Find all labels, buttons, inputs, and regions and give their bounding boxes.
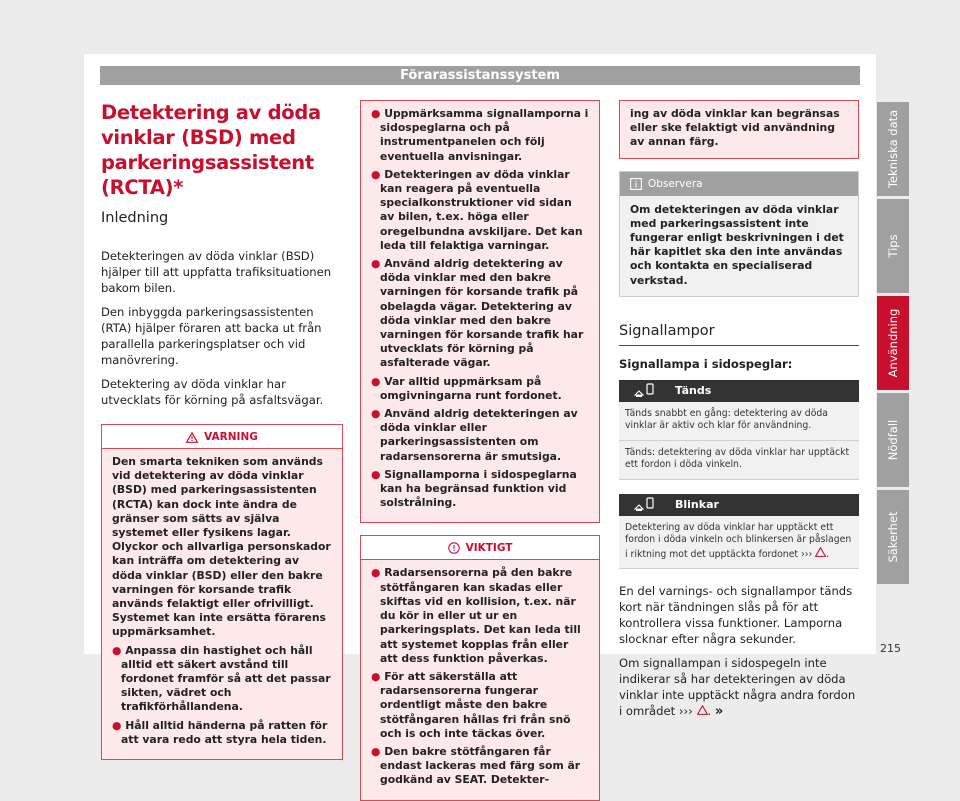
warning-bullet: ● Signallamporna i sidospeglarna kan ha begränsad funktion vid solstrålning. [371, 467, 577, 510]
section-heading-signallampor: Signallampor [619, 323, 859, 346]
mirror-warning-icon [619, 497, 669, 513]
warning-header [102, 425, 342, 449]
note-label: Observera [648, 177, 703, 190]
paragraph: Den inbyggda parkeringsassistenten (RTA) hjälper föraren att backa ut från parallella parkeringsplatser och vid manövrering. [101, 305, 322, 367]
warning-bullet: ● Var alltid uppmärksam på omgivningarna runt fordonet. [371, 374, 562, 402]
important-bullet: ● Den bakre stötfångaren får endast lackeras med färg som är godkänd av SEAT. Detekter- [371, 744, 581, 787]
table-header [619, 380, 859, 402]
section-title: Detektering av döda vinklar (BSD) med parkeringsassistent (RCTA)* [101, 101, 321, 199]
tab-sakerhet[interactable]: Säkerhet [877, 490, 909, 584]
warning-box [101, 424, 343, 760]
column-3 [619, 100, 859, 728]
important-box [360, 535, 600, 800]
table-row: Detektering av döda vinklar har upptäckt ett fordon i döda vinkeln och blinkersen är påslagen i riktning mot det upptäckta fordonet ››› . [619, 516, 859, 570]
paragraph: Detektering av döda vinklar har utvecklats för körning på asfaltsvägar. [101, 377, 324, 407]
important-bullet: ● Radarsensorerna på den bakre stötfångaren kan skadas eller skiftas vid en kollision, t.ex. när du kör in eller ut ur en parkeringsplats. Det kan leda till att systemet kopplas från eller att dess funktion påverkas. [371, 566, 581, 665]
continue-mark: » [714, 704, 724, 720]
tab-tekniska-data[interactable]: Tekniska data [877, 102, 909, 196]
warning-body [361, 101, 599, 522]
important-header [361, 536, 599, 560]
warning-bullet: ● Detekteringen av döda vinklar kan reagera på eventuella specialkonstruktioner vid sidan av bilen, t.ex. höga eller oregelbundna avskiljare. Det kan leda till felaktiga varningar. [371, 167, 583, 252]
signal-table-lit [619, 380, 859, 480]
table-row: Tänds snabbt en gång: detektering av döda vinklar är aktiv och klar för användning. [619, 402, 859, 441]
important-bullet: ● För att säkerställa att radarsensorerna fungerar ordentligt måste den bakre stötfångaren hållas fri från snö och is och inte täckas över. [371, 669, 571, 740]
page-number: 215 [880, 642, 901, 655]
table-row: Tänds: detektering av döda vinklar har upptäckt ett fordon i döda vinkeln. [619, 441, 859, 480]
important-box-continued [619, 100, 859, 159]
warning-triangle-icon [697, 705, 708, 715]
warning-bullet: ● Anpassa din hastighet och håll alltid ett säkert avstånd till fordonet framför så att det passar sikten, vädret och trafikförhållandena. [112, 643, 331, 714]
warning-triangle-icon [815, 547, 826, 557]
warning-box-continued [360, 100, 600, 523]
note-header [620, 172, 858, 196]
table-header-label: Blinkar [675, 497, 719, 511]
mirror-warning-icon [619, 383, 669, 399]
tab-anvandning[interactable]: Användning [877, 296, 909, 390]
signal-table-blinking [619, 494, 859, 570]
table-header-label: Tänds [675, 383, 712, 397]
tab-tips[interactable]: Tips [877, 199, 909, 293]
table-header [619, 494, 859, 516]
info-circle-icon [448, 542, 460, 554]
important-label: VIKTIGT [465, 542, 513, 555]
info-square-icon [630, 178, 642, 190]
note-box [619, 171, 859, 297]
warning-text: Den smarta tekniken som används vid detektering av döda vinklar (BSD) med parkeringsassistenten (RCTA) kan dock inte ändra de gränser som sätts av själva systemet eller fysikens lagar. Olyckor och allvarliga personskador kan inträffa om detektering av döda vinklar (BSD) eller den bakre varningen för korsande trafik används felaktigt eller ofrivilligt. Systemet kan inte ersätta förarens uppmärksamhet. [112, 455, 331, 639]
warning-label: VARNING [204, 431, 258, 443]
tab-nodfall[interactable]: Nödfall [877, 393, 909, 487]
note-body: Om detekteringen av döda vinklar med parkeringsassistent inte fungerar enligt beskrivningen i det här kapitlet ska den inte användas och kontakta en specialiserad verkstad. [620, 196, 858, 296]
paragraph: Om signallampan i sidospegeln inte indikerar så har detekteringen av döda vinklar inte upptäckt några andra fordon i området ››› . » [619, 656, 856, 720]
page-header: Förarassistanssystem [100, 66, 860, 85]
warning-bullet: ● Uppmärksamma signallamporna i sidospeglarna och på instrumentpanelen och följ eventuella anvisningar. [371, 107, 589, 163]
paragraph: Detekteringen av döda vinklar (BSD) hjälper till att uppfatta trafiksituationen bakom bilen. [101, 249, 332, 295]
paragraph: En del varnings- och signallampor tänds kort när tändningen slås på för att kontrollera vissa funktioner. Lamporna slocknar efter några sekunder. [619, 584, 853, 647]
table-caption: Signallampa i sidospeglar: [619, 356, 793, 371]
warning-bullet: ● Använd aldrig detekteringen av döda vinklar eller parkeringsassistenten om radarsensorerna är smutsiga. [371, 407, 578, 463]
column-1 [101, 100, 343, 760]
subsection-title: Inledning [101, 210, 169, 226]
column-2 [360, 100, 600, 801]
important-body [361, 560, 599, 799]
warning-bullet: ● Använd aldrig detektering av döda vinklar med den bakre varningen för korsande trafik på obelagda vägar. Detektering av döda vinklar med den bakre varningen för korsande trafik har utvecklats för körning på asfalterade vägar. [371, 257, 584, 370]
warning-bullet: ● Håll alltid händerna på ratten för att vara redo att styra hela tiden. [112, 718, 328, 746]
warning-triangle-icon [186, 432, 198, 443]
important-body-continued: ing av döda vinklar kan begränsas eller ske felaktigt vid användning av annan färg. [620, 101, 858, 158]
warning-body [102, 449, 342, 759]
